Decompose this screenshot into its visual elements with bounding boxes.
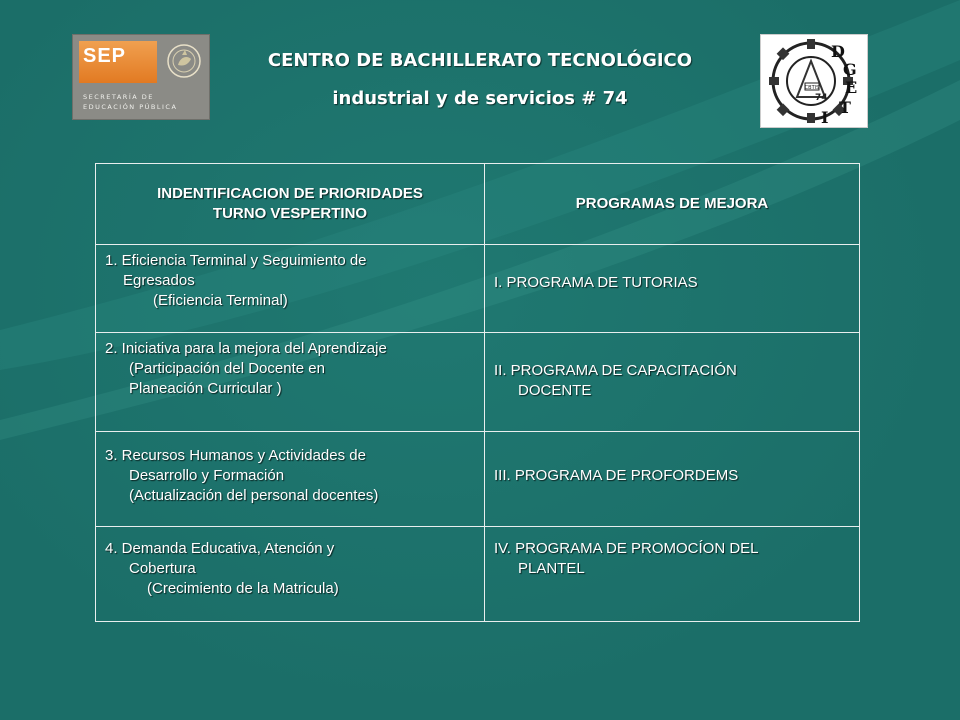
table-row [96, 333, 860, 432]
priority-cell [96, 432, 485, 527]
priority-line: Egresados [123, 272, 195, 289]
program-cell [485, 432, 860, 527]
priority-title: 1. Eficiencia Terminal y Seguimiento de [105, 252, 367, 269]
program-label: II. PROGRAMA DE CAPACITACIÓN [494, 362, 737, 379]
sep-logo-word: SEP [83, 45, 127, 67]
program-cell [485, 333, 860, 432]
priority-title: 3. Recursos Humanos y Actividades de [105, 447, 366, 464]
school-subtitle: industrial y de servicios # 74 [332, 88, 628, 109]
priority-line: Cobertura [129, 560, 196, 577]
sep-logo-line2: EDUCACIÓN PÚBLICA [83, 103, 178, 111]
table-row [96, 527, 860, 622]
priority-line: (Participación del Docente en [129, 360, 325, 377]
priority-title: 4. Demanda Educativa, Atención y [105, 540, 335, 557]
program-label-cont: DOCENTE [518, 382, 592, 399]
dgeti-badge: CBTIS [804, 85, 820, 91]
header-programs [485, 164, 860, 245]
priorities-table [95, 163, 860, 622]
dgeti-gear-icon [761, 35, 867, 127]
dgeti-logo [760, 34, 868, 128]
priority-cell [96, 245, 485, 333]
sep-logo [72, 34, 210, 120]
table-header-row [96, 164, 860, 245]
dgeti-letter-t: T [839, 98, 851, 117]
header-programs-label: PROGRAMAS DE MEJORA [575, 195, 769, 212]
priority-cell [96, 333, 485, 432]
program-label: III. PROGRAMA DE PROFORDEMS [494, 467, 739, 484]
sep-logo-line1: SECRETARÍA DE [83, 93, 154, 101]
dgeti-letter-d: D [831, 42, 845, 61]
header-priorities-line2: TURNO VESPERTINO [212, 205, 368, 222]
table-row [96, 432, 860, 527]
dgeti-letter-e: E [845, 78, 858, 97]
program-cell [485, 527, 860, 622]
dgeti-letter-i: I [821, 108, 829, 127]
priority-detail: (Actualización del personal docentes) [129, 487, 379, 504]
program-cell [485, 245, 860, 333]
priority-cell [96, 527, 485, 622]
dgeti-letter-g: G [843, 60, 857, 79]
program-label: I. PROGRAMA DE TUTORIAS [494, 274, 698, 291]
priority-line: Desarrollo y Formación [129, 467, 285, 484]
header-priorities [96, 164, 485, 245]
program-label: IV. PROGRAMA DE PROMOCÍON DEL [494, 540, 759, 557]
school-title: CENTRO DE BACHILLERATO TECNOLÓGICO [267, 50, 693, 71]
priority-detail: (Eficiencia Terminal) [153, 292, 288, 309]
program-label-cont: PLANTEL [518, 560, 585, 577]
priority-detail: Planeación Curricular ) [129, 380, 282, 397]
priority-detail: (Crecimiento de la Matricula) [147, 580, 339, 597]
header-priorities-line1: INDENTIFICACION DE PRIORIDADES [157, 185, 423, 202]
mexican-seal-icon [165, 41, 203, 81]
priority-title: 2. Iniciativa para la mejora del Aprendizaje [105, 340, 387, 357]
table-row [96, 245, 860, 333]
dgeti-number: 74 [815, 93, 828, 103]
